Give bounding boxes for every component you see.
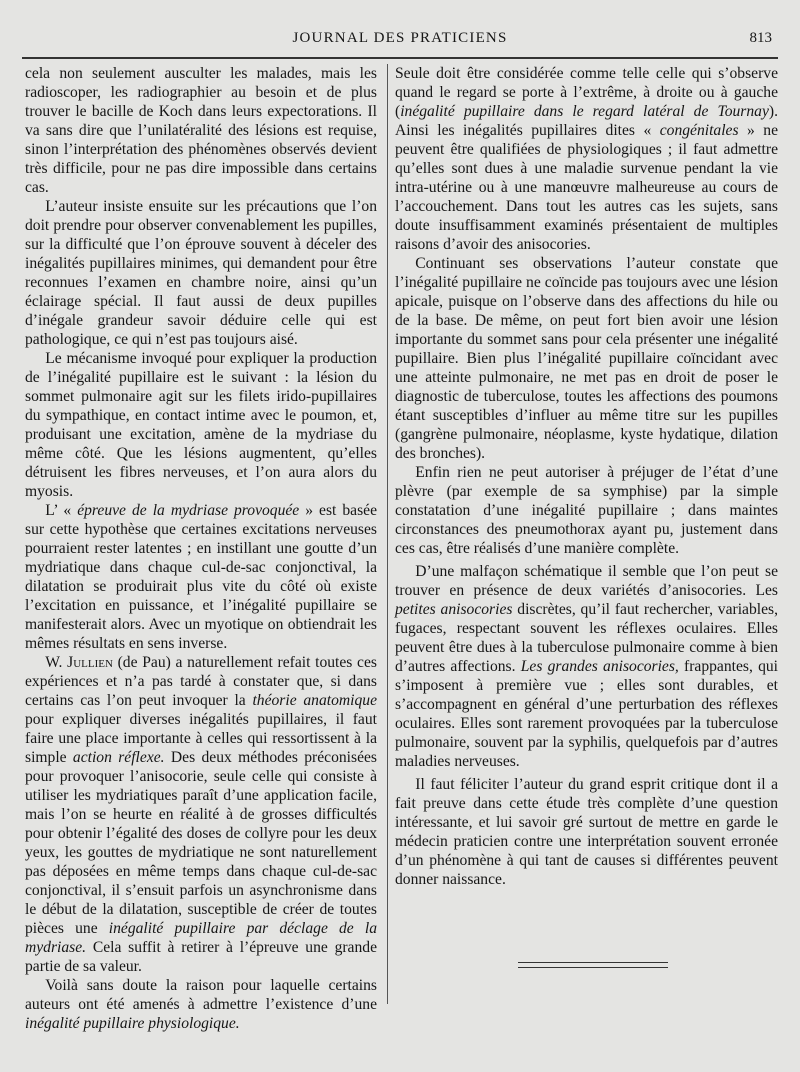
- column-divider: [387, 64, 388, 1004]
- italic-term: Les grandes anisocories,: [520, 658, 679, 675]
- text-run: ). Ainsi les inégalités pupillaires dites «: [395, 103, 778, 139]
- text-run: frappantes, qui s’imposent à première vue ; elles sont durables, et s’accompagnent en général d’une perturbation des réflexes oculaires. Elles sont rarement provoquées par la tuberculose pulmonaire, souvent par la syphilis, quelquefois par d’autres maladies nerveuses.: [395, 658, 778, 770]
- left-paragraph-1: cela non seulement ausculter les malades, mais les radioscoper, les radiographier au besoin et de plus trouver le bacille de Koch dans leurs expectorations. Il va sans dire que l’unilatéralité des lésions est requise, sinon l’interprétation des phénomènes observés devient très difficile, pour ne pas dire impossible dans certains cas.: [25, 65, 377, 196]
- text-run: » est basée sur cette hypothèse que certaines excitations nerveuses pourraient rester latentes ; en instillant une goutte d’un mydriatique dans chaque cul-de-sac conjonctival, la dilatation se produirait plus vite du côté où existe l’excitation en puissance, et l’inégalité pupillaire se manifesterait alors. Avec un myotique on obtiendrait les mêmes résultats en sens inverse.: [25, 502, 377, 652]
- text-run: Seule doit être considérée comme telle celle qui s’observe quand le regard se porte à l’extrême, à droite ou à gauche (: [395, 65, 778, 120]
- text-run: » ne peuvent être qualifiées de physiologiques ; il faut admettre qu’elles sont dues à une maladie survenue pendant la vie intra-utérine ou à une manœuvre malheureuse au cours de l’accouchement. Dans tout les autres cas les sujets, sans doute insuffisamment examinés présentaient de multiples raisons d’avoir des anisocories.: [395, 122, 779, 253]
- text-run: Cela suffit à retirer à l’épreuve une grande partie de sa valeur.: [25, 939, 377, 975]
- text-run: Des deux méthodes préconisées pour provoquer l’anisocorie, seule celle qui consiste à utiliser les mydriatiques paraît d’une application facile, mais l’on se heurte en réalité à de grosses difficultés pour obtenir l’égalité des doses de collyre pour les deux yeux, les gouttes de mydriatique ne sont naturellement pas déposées en même temps dans chaque cul-de-sac conjonctival, il s’ensuit parfois un asynchronisme dans le début de la dilatation, susceptible de créer de toutes pièces une: [25, 749, 377, 937]
- right-paragraph-3: Enfin rien ne peut autoriser à préjuger de l’état d’une plèvre (par exemple de sa symphise) par la simple constatation d’une inégalité pupillaire ; dans maintes circonstances des pneumothorax ayant pu, justement dans ces cas, être réalisés d’une manière complète.: [395, 464, 778, 557]
- right-paragraph-2: Continuant ses observations l’auteur constate que l’inégalité pupillaire ne coïncide pas toujours avec une lésion apicale, puisque on l’observe dans des affections du hile ou de la base. De même, on peut fort bien avoir une lésion importante du sommet sans pour cela présenter une inégalité pupillaire. Bien plus l’inégalité pupillaire coïncidant avec une atteinte pulmonaire, ne met pas en droit de poser le diagnostic de tuberculose, toutes les affections des poumons étant susceptibles d’influer au même titre sur les pupilles (gangrène pulmonaire, néoplasme, kyste hydatique, dilation des bronches).: [395, 255, 778, 462]
- page-header: [22, 30, 778, 52]
- text-run: pour expliquer diverses inégalités pupillaires, il faut faire une place importante à celles qui ressortissent à la simple: [25, 711, 377, 766]
- left-paragraph-2: L’auteur insiste ensuite sur les précautions que l’on doit prendre pour observer convenablement les pupilles, sur la difficulté que l’on éprouve souvent à déceler des inégalités pupillaires minimes, qui demandent pour être reconnues l’examen en chambre noire, ainsi qu’un éclairage spécial. Il faut aussi de deux pupilles d’inégale grandeur savoir déduire celle qui est pathologique, ce qui n’est pas toujours aisé.: [25, 198, 377, 348]
- article-end-rule: [518, 962, 668, 968]
- left-paragraph-4: [25, 501, 377, 653]
- left-column: [25, 64, 377, 1033]
- text-run: (de Pau) a naturellement refait toutes ces expériences et n’a pas tardé à constater que, si dans certains cas l’on peut invoquer la: [25, 654, 377, 709]
- right-paragraph-4: [395, 562, 778, 771]
- text-run: discrètes, qu’il faut rechercher, variables, fugaces, respectant souvent les réflexes oculaires. Elles peuvent être dues à la tuberculose pulmonaire comme à bien d’autres affections.: [395, 601, 778, 675]
- italic-term: inégalité pupillaire physiologique.: [25, 1015, 240, 1032]
- italic-term: congénitales: [659, 122, 739, 139]
- italic-term: inégalité pupillaire par déclage de la mydriase.: [25, 920, 377, 956]
- author-name: W. Jullien: [45, 654, 113, 671]
- running-title: JOURNAL DES PRATICIENS: [292, 30, 508, 46]
- right-paragraph-1: [395, 64, 778, 254]
- left-paragraph-3: Le mécanisme invoqué pour expliquer la production de l’inégalité pupillaire est le suivant : la lésion du sommet pulmonaire agit sur les filets irido-pupillaires du sympathique, en contact intime avec le poumon, et, produisant une excitation, amène de la mydriase du même côté. Que les lésions augmentent, qu’elles détruisent les fibres nerveuses, et l’on aura alors du myosis.: [25, 350, 377, 500]
- text-run: D’une malfaçon schématique il semble que l’on peut se trouver en présence de deux variétés d’anisocories. Les: [395, 563, 778, 599]
- right-paragraph-5: Il faut féliciter l’auteur du grand esprit critique dont il a fait preuve dans cette étude très complète d’une question intéressante, et lui savoir gré surtout de mettre en garde le médecin praticien contre une interprétation souvent erronée d’un phénomène à qui tant de causes si différentes peuvent donner naissance.: [395, 776, 778, 888]
- right-column: [395, 64, 778, 889]
- italic-term: action réflexe.: [72, 749, 165, 766]
- italic-term: épreuve de la mydriase provoquée: [77, 502, 300, 519]
- italic-term: théorie anatomique: [252, 692, 377, 709]
- header-rule: [22, 57, 778, 59]
- text-run: Voilà sans doute la raison pour laquelle certains auteurs ont été amenés à admettre l’existence d’une: [25, 977, 377, 1013]
- italic-term: inégalité pupillaire dans le regard latéral de Tournay: [400, 103, 769, 120]
- page-number: 813: [749, 30, 772, 46]
- text-run: L’ «: [45, 502, 78, 519]
- italic-term: petites anisocories: [395, 601, 513, 618]
- left-paragraph-5: [25, 653, 377, 976]
- left-paragraph-6: [25, 976, 377, 1033]
